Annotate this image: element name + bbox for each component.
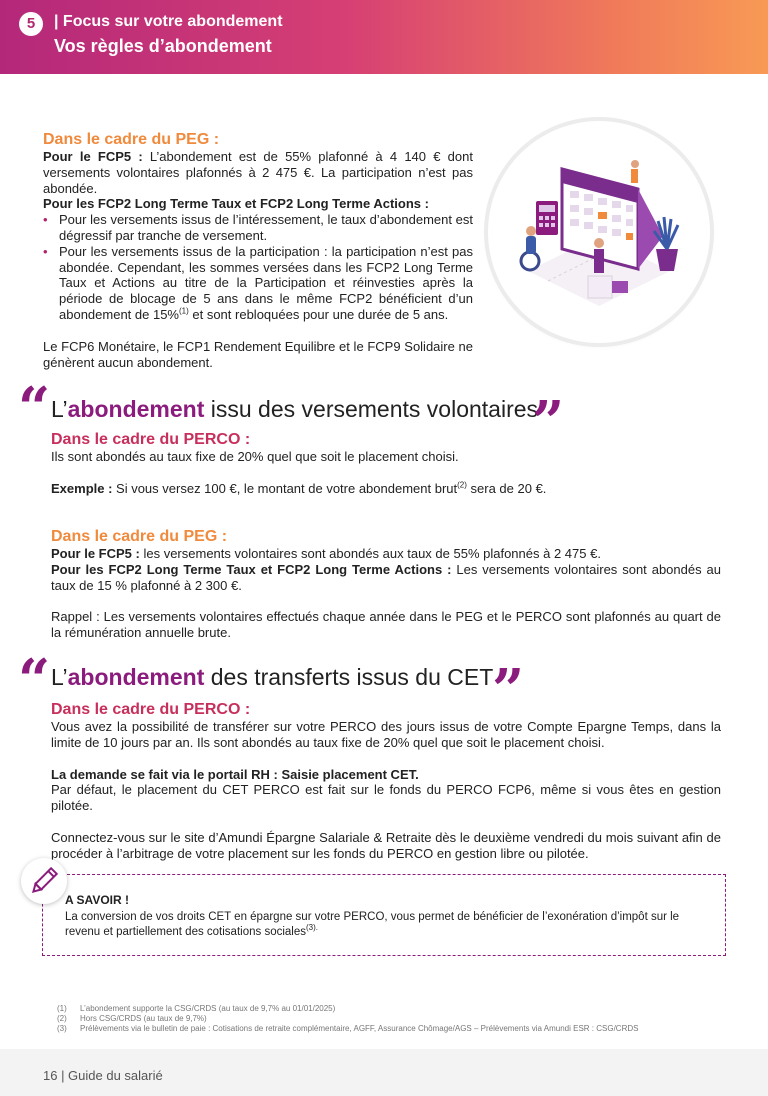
header-section-title: | Focus sur votre abondement	[54, 13, 283, 30]
cet-perco-text: Vous avez la possibilité de transférer sur votre PERCO des jours issus de votre Compte Epargne Temps, dans la limite de 10 jours par an. Ils sont abondés au taux fixe de 20% quel que soit le placement choisi.	[51, 719, 721, 750]
example-paragraph	[51, 481, 721, 497]
perco-title: Dans le cadre du PERCO :	[51, 701, 251, 718]
bullet-text: Pour les versements issus de l’intéressement, le taux d’abondement est dégressif par tranche de versement.	[59, 212, 473, 243]
footnote-text: L’abondement supporte la CSG/CRDS (au taux de 9,7% au 01/01/2025)	[80, 1004, 336, 1013]
section-title-volontaires	[51, 396, 538, 423]
perco-title: Dans le cadre du PERCO :	[51, 431, 251, 448]
header-page-title: Vos règles d’abondement	[54, 36, 272, 56]
footnote-text: Prélèvements via le bulletin de paie : Cotisations de retraite complémentaire, AGFF, Assurance Chômage/AGS – Prélèvements via Amundi ESR : CSG/CRDS	[80, 1024, 639, 1033]
peg-fcp2-text: Les versements volontaires sont abondés au taux de 15 % plafonné à 2 300 €.	[51, 561, 721, 593]
footnote	[57, 1004, 638, 1014]
a-savoir-title: A SAVOIR !	[65, 893, 130, 907]
perco-text: Ils sont abondés au taux fixe de 20% quel que soit le placement choisi.	[51, 449, 459, 464]
bullet-text: Pour les versements issus de la participation : la participation n’est pas abondée. Cependant, les sommes versées dans les FCP2 Long Terme Taux et Actions au titre de la Participation et réinvesties après la période de blocage de 5 ans dans le même FCP2 bénéficient d’un abondement de 15%	[59, 243, 473, 322]
bullet-icon: •	[43, 212, 48, 228]
peg-fcp2-label: Pour les FCP2 Long Terme Taux et FCP2 Long Terme Actions :	[43, 196, 429, 212]
section-number-badge: 5	[19, 12, 43, 36]
peg-title: Dans le cadre du PEG :	[51, 528, 228, 545]
title-prefix: L’	[51, 664, 68, 690]
example-text: Si vous versez 100 €, le montant de votre abondement brut	[112, 480, 458, 496]
list-item	[43, 212, 473, 244]
footer-text: 16 | Guide du salarié	[43, 1068, 163, 1083]
example-label: Exemple :	[51, 480, 113, 496]
peg-fcp5-paragraph	[51, 546, 721, 562]
peg-fcp2-paragraph	[51, 562, 721, 594]
list-item	[43, 244, 473, 323]
cet-demande-text: La demande se fait via le portail RH : Saisie placement CET.	[51, 766, 419, 782]
a-savoir-text	[65, 910, 705, 940]
title-rest: des transferts issus du CET	[204, 664, 494, 690]
peg-intro-title: Dans le cadre du PEG :	[43, 131, 220, 148]
peg-intro-block	[43, 131, 473, 370]
footnote-text: Hors CSG/CRDS (au taux de 9,7%)	[80, 1014, 207, 1023]
quote-close-icon: ”	[532, 389, 565, 455]
footnote-ref: (3).	[306, 923, 318, 933]
footnote-number: (1)	[57, 1004, 67, 1013]
cet-perco-block	[51, 701, 721, 862]
peg-fcp5-paragraph	[43, 149, 473, 196]
page-header	[0, 0, 768, 74]
footnote	[57, 1024, 638, 1034]
peg-fcp5-label: Pour le FCP5 :	[51, 546, 140, 561]
section-title-cet	[51, 664, 493, 691]
footnotes	[57, 1004, 638, 1034]
cet-defaut: Par défaut, le placement du CET PERCO est fait sur le fonds du PERCO FCP6, même si vous êtes en gestion pilotée.	[51, 782, 721, 814]
footnote-ref: (1)	[178, 306, 189, 316]
rappel-paragraph: Rappel : Les versements volontaires effectués chaque année dans le PEG et le PERCO sont plafonnés au quart de la rémunération annuelle brute.	[51, 609, 721, 641]
quote-open-icon: “	[18, 375, 51, 441]
example-end: sera de 20 €.	[466, 480, 547, 496]
a-savoir-body: La conversion de vos droits CET en épargne sur votre PERCO, vous permet de bénéficier de l’exonération d’impôt sur le revenu et partiellement des cotisations sociales	[65, 911, 680, 938]
title-prefix: L’	[51, 396, 68, 422]
calendar-illustration	[488, 121, 710, 343]
cet-connect: Connectez-vous sur le site d’Amundi Épargne Salariale & Retraite dès le deuxième vendredi du mois suivant afin de procéder à l’arbitrage de votre placement sur les fonds du PERCO en gestion libre ou pilotée.	[51, 829, 721, 861]
bullet-text-end: et sont rebloquées pour une durée de 5 ans.	[188, 306, 449, 322]
footnote-number: (3)	[57, 1024, 67, 1033]
volontaires-peg-block	[51, 528, 721, 641]
cet-demande	[51, 767, 721, 783]
bullet-icon: •	[43, 243, 48, 259]
peg-fcp5-text: les versements volontaires sont abondés aux taux de 55% plafonnés à 2 475 €.	[139, 546, 601, 561]
pencil-icon-svg	[21, 858, 67, 904]
footnote	[57, 1014, 638, 1024]
footnote-number: (2)	[57, 1014, 67, 1023]
title-rest: issu des versements volontaires	[204, 396, 539, 422]
pencil-icon	[21, 858, 67, 904]
calendar-people-icon	[488, 121, 710, 343]
title-accent: abondement	[67, 396, 205, 422]
peg-fcp2-label: Pour les FCP2 Long Terme Taux et FCP2 Long Terme Actions :	[51, 561, 452, 577]
peg-fcp2-bullets	[43, 212, 473, 323]
peg-fcp5-label: Pour le FCP5 :	[43, 149, 143, 164]
peg-fcp5-text: L’abondement est de 55% plafonné à 4 140 € dont versements volontaires plafonnés à 2 475 €. La participation n’est pas abondée.	[43, 149, 473, 196]
peg-closing-paragraph: Le FCP6 Monétaire, le FCP1 Rendement Equilibre et le FCP9 Solidaire ne génèrent aucun abondement.	[43, 338, 473, 370]
footnote-ref: (2)	[457, 480, 467, 490]
quote-open-icon: “	[18, 647, 51, 713]
volontaires-perco-block	[51, 431, 721, 497]
quote-close-icon: ”	[492, 657, 525, 723]
peg-fcp2-heading	[43, 196, 473, 212]
title-accent: abondement	[67, 664, 205, 690]
